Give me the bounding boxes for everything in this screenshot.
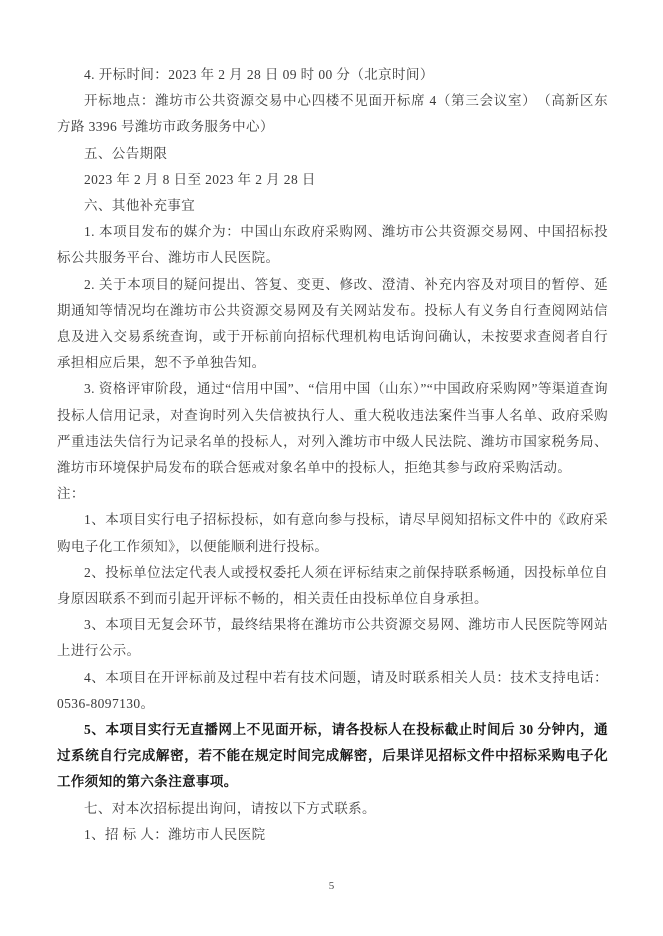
note-3-result-publicity: 3、本项目无复会环节，最终结果将在潍坊市公共资源交易网、潍坊市人民医院等网站上进行公示。 (57, 617, 608, 659)
page-number: 5 (328, 880, 335, 892)
para-bid-opening-location: 开标地点：潍坊市公共资源交易中心四楼不见面开标席 4（第三会议室） （高新区东方路 3396 号潍坊市政务服务中心） (57, 93, 608, 135)
heading-contact-method: 七、对本次招标提出询问，请按以下方式联系。 (84, 800, 376, 816)
para-tenderer-name: 1、招 标 人：潍坊市人民医院 (84, 826, 266, 842)
para-announcement-dates: 2023 年 2 月 8 日至 2023 年 2 月 28 日 (84, 171, 316, 187)
note-5-decryption-requirement: 5、本项目实行无直播网上不见面开标，请各投标人在投标截止时间后 30 分钟内，通过系统自行完成解密，若不能在规定时间完成解密，后果详见招标文件中招标采购电子化工作须知的第六条注意事项。 (57, 722, 608, 790)
heading-announcement-period: 五、公告期限 (84, 145, 168, 161)
note-2-keep-contactable: 2、投标单位法定代表人或授权委托人须在评标结束之前保持联系畅通，因投标单位自身原因联系不到而引起开评标不畅的，相关责任由投标单位自身承担。 (57, 564, 608, 607)
note-label: 注： (57, 486, 85, 502)
note-4-tech-support-phone: 4、本项目在开评标前及过程中若有技术问题，请及时联系相关人员：技术支持电话：0536-8097130。 (57, 669, 608, 711)
document-body (57, 62, 608, 848)
para-inquiry-and-changes-notice: 2. 关于本项目的疑问提出、答复、变更、修改、澄清、补充内容及对项目的暂停、延期通知等情况均在潍坊市公共资源交易网及有关网站发布。投标人有义务自行查阅网站信息及进入交易系统查询，或于开标前向招标代理机构电话询问确认，未按要求查阅者自行承担相应后果，恕不予单独告知。 (57, 276, 608, 371)
para-bid-opening-time: 4. 开标时间：2023 年 2 月 28 日 09 时 00 分（北京时间） (84, 67, 434, 82)
note-1-electronic-bidding: 1、本项目实行电子招标投标，如有意向参与投标，请尽早阅知招标文件中的《政府采购电子化工作须知》，以便能顺利进行投标。 (57, 512, 608, 554)
para-publication-media: 1. 本项目发布的媒介为：中国山东政府采购网、潍坊市公共资源交易网、中国招标投标公共服务平台、潍坊市人民医院。 (57, 224, 608, 266)
para-credit-review: 3. 资格评审阶段，通过“信用中国”、“信用中国（山东）”“中国政府采购网”等渠道查询投标人信用记录，对查询时列入失信被执行人、重大税收违法案件当事人名单、政府采购严重违法失信行为记录名单的投标人，对列入潍坊市中级人民法院、潍坊市国家税务局、潍坊市环境保护局发布的联合惩戒对象名单中的投标人，拒绝其参与政府采购活动。 (57, 381, 608, 476)
heading-other-supplementary-matters: 六、其他补充事宜 (84, 198, 196, 214)
